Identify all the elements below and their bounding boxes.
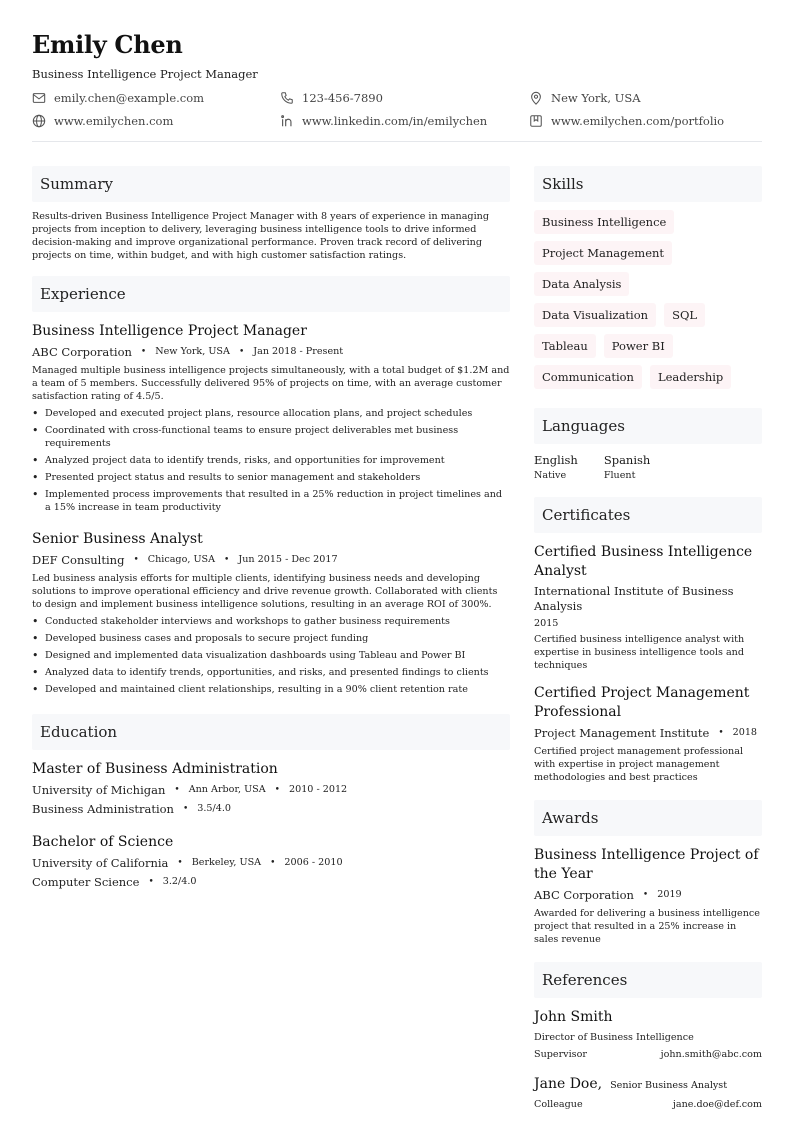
language-level: Fluent (603, 470, 636, 481)
job-dates: Jun 2015 - Dec 2017 (238, 554, 338, 565)
resume-columns (32, 166, 762, 1111)
contact-linkedin[interactable] (280, 112, 529, 129)
education-degree: Master of Business Administration (32, 761, 278, 777)
education-dates: 2006 - 2010 (284, 857, 343, 868)
reference-email[interactable]: john.smith@abc.com (660, 1049, 762, 1060)
certificate-date: 2015 (534, 618, 559, 629)
skills-heading: Skills (534, 166, 762, 202)
right-column (534, 166, 762, 1111)
globe-icon (32, 114, 46, 128)
job-bullets (32, 407, 510, 514)
separator-dot: • (274, 785, 280, 795)
reference-position-line (534, 1031, 762, 1044)
reference-name: Jane Doe, (534, 1076, 603, 1092)
job-bullets (32, 615, 510, 696)
job-location: New York, USA (155, 346, 230, 357)
resume-name: Emily Chen (32, 30, 183, 59)
separator-dot: • (270, 858, 276, 868)
awards-heading: Awards (534, 800, 762, 836)
certificate-entry (534, 684, 762, 784)
skill-tag: Project Management (534, 241, 672, 265)
job-bullet: • Conducted stakeholder interviews and workshops to gather business requirements (32, 615, 510, 628)
reference-contact-line (534, 1048, 762, 1061)
contact-phone[interactable] (280, 89, 529, 106)
education-heading: Education (32, 714, 510, 750)
language-level: Native (534, 470, 567, 481)
job-bullet: • Developed and maintained client relationships, resulting in a 90% client retention rate (32, 683, 510, 696)
education-field-meta (32, 874, 510, 890)
certificate-title: Certified Project Management Professional (534, 685, 750, 720)
separator-dot: • (140, 347, 147, 357)
website-text: www.emilychen.com (54, 113, 174, 128)
certificate-title: Certified Business Intelligence Analyst (534, 544, 753, 579)
portfolio-text: www.emilychen.com/portfolio (551, 113, 725, 128)
separator-dot: • (238, 347, 245, 357)
reference-relation: Supervisor (534, 1049, 587, 1060)
job-role: Senior Business Analyst (32, 531, 203, 547)
job-bullet: • Developed and executed project plans, resource allocation plans, and project schedules (32, 407, 510, 420)
resume-job-title: Business Intelligence Project Manager (32, 67, 258, 81)
certificate-description: Certified project management professional with expertise in project management methodologies and best practices (534, 746, 744, 783)
education-field: Computer Science (32, 875, 140, 889)
job-company: DEF Consulting (32, 553, 125, 567)
languages-heading: Languages (534, 408, 762, 444)
language-name: English (534, 453, 578, 467)
skill-tag: Power BI (604, 334, 673, 358)
education-dates: 2010 - 2012 (288, 784, 348, 795)
location-text: New York, USA (551, 90, 641, 105)
job-meta (32, 552, 510, 568)
phone-icon (280, 91, 294, 105)
education-degree: Bachelor of Science (32, 834, 174, 850)
summary-text: Results-driven Business Intelligence Project Manager with 8 years of experience in managing projects from inception to delivery, leveraging business intelligence tools to drive informed decision-making and improve organizational performance. Proven track record of delivering projects on time, within budget, and with high customer satisfaction ratings. (32, 211, 489, 261)
reference-relation: Colleague (534, 1099, 583, 1110)
education-field-meta (32, 801, 510, 817)
language-name: Spanish (603, 453, 651, 467)
contact-location (529, 89, 762, 106)
job-bullet: • Designed and implemented data visualization dashboards using Tableau and Power BI (32, 649, 510, 662)
left-column (32, 166, 510, 1111)
education-meta (32, 855, 510, 871)
job-bullet: • Developed business cases and proposals to secure project funding (32, 632, 510, 645)
contact-grid (32, 89, 762, 129)
resume-page (32, 30, 762, 1111)
contact-portfolio[interactable] (529, 112, 762, 129)
language-item (604, 452, 651, 481)
email-text: emily.chen@example.com (54, 90, 205, 105)
skill-tag: Communication (534, 365, 642, 389)
reference-entry (534, 1075, 762, 1111)
languages-list (534, 452, 762, 481)
education-gpa: 3.5/4.0 (197, 803, 232, 814)
reference-email[interactable]: jane.doe@def.com (672, 1099, 762, 1110)
job-bullet: • Coordinated with cross-functional teams to ensure project deliverables met business requirements (32, 424, 510, 450)
education-school: University of Michigan (32, 783, 166, 797)
education-school: University of California (32, 856, 169, 870)
linkedin-icon (280, 114, 294, 128)
summary-heading: Summary (32, 166, 510, 202)
bookmark-icon (529, 114, 543, 128)
award-description: Awarded for delivering a business intelligence project that resulted in a 25% increase in sales revenue (534, 908, 760, 945)
job-bullet: • Analyzed data to identify trends, opportunities, and risks, and presented findings to clients (32, 666, 510, 679)
separator-dot: • (224, 555, 230, 565)
separator-dot: • (133, 555, 139, 565)
skill-tag: Data Analysis (534, 272, 629, 296)
reference-contact-line (534, 1098, 762, 1111)
job-company: ABC Corporation (32, 345, 132, 359)
education-gpa: 3.2/4.0 (162, 876, 197, 887)
separator-dot: • (148, 877, 154, 887)
job-description: Led business analysis efforts for multiple clients, identifying business needs and developing solutions to improve operational efficiency and drive revenue growth. Collaborated with clients to design and implement business intelligence solutions, resulting in an average ROI of 300%. (32, 573, 498, 610)
job-entry (32, 322, 510, 514)
header-divider (32, 141, 762, 142)
education-field: Business Administration (32, 802, 174, 816)
education-entry (32, 833, 510, 890)
job-description: Managed multiple business intelligence projects simultaneously, with a total budget of $1.2M and a team of 5 members. Successfully delivered 95% of projects on time, with an average customer satisfaction rating of 4.5/5. (32, 365, 510, 402)
skill-tag: Leadership (650, 365, 731, 389)
award-title: Business Intelligence Project of the Year (534, 847, 759, 882)
job-role: Business Intelligence Project Manager (32, 323, 307, 339)
phone-text: 123-456-7890 (302, 90, 383, 105)
award-entry (534, 846, 762, 946)
skill-tag: Tableau (534, 334, 596, 358)
award-date: 2019 (657, 889, 682, 900)
reference-name: John Smith (534, 1009, 613, 1025)
job-bullet: • Analyzed project data to identify trends, risks, and opportunities for improvement (32, 454, 510, 467)
job-location: Chicago, USA (147, 554, 216, 565)
skill-tag: Business Intelligence (534, 210, 674, 234)
location-pin-icon (529, 91, 543, 105)
separator-dot: • (642, 890, 649, 900)
certificate-meta (534, 725, 762, 741)
education-location: Ann Arbor, USA (188, 784, 266, 795)
references-heading: References (534, 962, 762, 998)
contact-email[interactable] (32, 89, 280, 106)
education-entry (32, 760, 510, 817)
certificate-date: 2018 (732, 727, 758, 738)
certificates-heading: Certificates (534, 497, 762, 533)
education-meta (32, 782, 510, 798)
reference-position: Director of Business Intelligence (534, 1032, 694, 1043)
language-item (534, 452, 578, 481)
certificate-description: Certified business intelligence analyst with expertise in business intelligence tools and techniques (534, 634, 745, 671)
award-meta (534, 887, 762, 903)
reference-position: Senior Business Analyst (610, 1080, 728, 1091)
job-bullet: • Presented project status and results to senior management and stakeholders (32, 471, 510, 484)
job-bullet: • Implemented process improvements that resulted in a 25% reduction in project timelines and a 15% increase in team productivity (32, 488, 510, 514)
skill-tag: SQL (664, 303, 705, 327)
separator-dot: • (718, 728, 724, 738)
linkedin-text: www.linkedin.com/in/emilychen (302, 113, 488, 128)
job-meta (32, 344, 510, 360)
skills-list (534, 210, 762, 396)
mail-icon (32, 91, 46, 105)
job-entry (32, 530, 510, 696)
experience-heading: Experience (32, 276, 510, 312)
skill-tag: Data Visualization (534, 303, 656, 327)
certificate-entry (534, 543, 762, 672)
certificate-issuer: Project Management Institute (534, 726, 710, 740)
award-issuer: ABC Corporation (534, 888, 634, 902)
contact-website[interactable] (32, 112, 280, 129)
education-location: Berkeley, USA (191, 857, 262, 868)
separator-dot: • (182, 804, 189, 814)
separator-dot: • (177, 858, 183, 868)
reference-entry (534, 1008, 762, 1061)
separator-dot: • (174, 785, 180, 795)
reference-name-line (534, 1075, 762, 1094)
job-dates: Jan 2018 - Present (253, 346, 344, 357)
certificate-issuer: International Institute of Business Analysis (534, 584, 734, 613)
